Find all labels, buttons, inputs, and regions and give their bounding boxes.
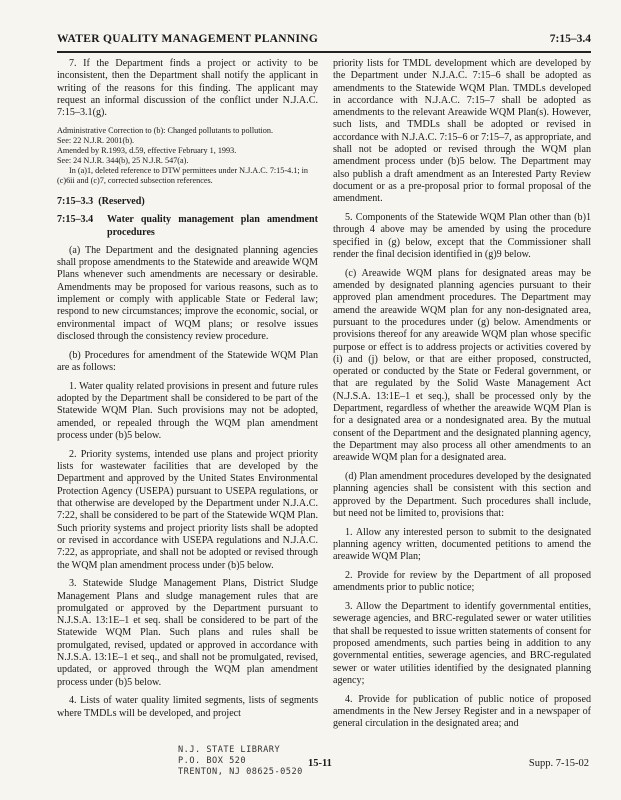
paragraph-b3: 3. Statewide Sludge Management Plans, District Sludge Management Plans and sludge management rules that are promulgated or approved by the Department pursuant to N.J.S.A. 13:1E–1 et seq. shall be considered to be part of the Statewide WQM Plan. Such plans and rules shall be promulgated, revised, updated or approved in accordance with N.J.S.A. 13:1E–1 et seq., and shall not be promulgated, revised, updated, or approved through the WQM plan amendment process under (b)5 below. — [57, 578, 318, 688]
right-column — [333, 58, 591, 737]
history-note: Amended by R.1993, d.59, effective February 1, 1993. — [57, 145, 237, 155]
paragraph-d1: 1. Allow any interested person to submit to the designated planning agency written, documented petitions to amend the areawide WQM Plan; — [333, 526, 591, 563]
stamp-line: P.O. BOX 520 — [178, 756, 247, 766]
history-note: See: 22 N.J.R. 2001(b). — [57, 135, 135, 145]
left-column — [57, 58, 318, 727]
section-number: 7:15–3.4 — [57, 214, 94, 226]
section-title: Water quality management plan amendment procedures — [107, 214, 318, 238]
history-note: In (a)1, deleted reference to DTW permittees under N.J.A.C. 7:15-4.1; in (c)6ii and (c)7, corrected subsection references. — [57, 165, 309, 185]
header-section-number: 7:15–3.4 — [549, 33, 591, 45]
paragraph-7: 7. If the Department finds a project or activity to be inconsistent, then the Department shall notify the applicant in writing of the reasons for this finding. The applicant may request an informal discussion of the conflict under N.J.A.C. 7:15–3.1(g). — [57, 58, 318, 119]
paragraph-d3: 3. Allow the Department to identify governmental entities, sewerage agencies, and BRC-regulated sewer or water utilities that shall be requested to issue written statements of consent for proposed amendments, such parties being in addition to any governmental entities, sewerage agencies, and BRC-regulated sewer or water utilities identified by the designated planning agency; — [333, 601, 591, 686]
stamp-line: N.J. STATE LIBRARY — [178, 745, 281, 755]
subsection-d: (d) Plan amendment procedures developed by the designated planning agencies shall be consistent with this section and approved by the Department. Such procedures shall include, but need not be limited to, provisions that: — [333, 471, 591, 519]
running-header — [57, 31, 591, 53]
paragraph-b2: 2. Priority systems, intended use plans and project priority lists for wastewater facilities that are developed by the Department and approved by the United States Environmental Protection Agency (USEPA) pursuant to USEPA regulations, or that otherwise are developed by the Department under N.J.A.C. 7:22, shall be considered to be part of the Statewide WQM Plan. Such priority systems and project priority lists shall be adopted or revised in accordance with USEPA regulations and N.J.A.C. 7:22, as appropriate, and shall not be adopted or revised through the WQM plan amendment process under (b)5 below. — [57, 448, 318, 571]
stamp-line: TRENTON, NJ 08625-0520 — [178, 767, 303, 777]
supplement-date: Supp. 7-15-02 — [528, 758, 589, 769]
paragraph-b1: 1. Water quality related provisions in present and future rules adopted by the Department shall be considered to be part of the Statewide WQM Plan. Such provisions may not be adopted, amended, or repealed through the WQM plan amendment process under (b)5 below. — [57, 380, 318, 442]
library-stamp — [178, 745, 303, 778]
paragraph-d4: 4. Provide for publication of public notice of proposed amendments in the New Jersey Register and in a newspaper of general circulation in the designated area; and — [333, 693, 591, 730]
subsection-b: (b) Procedures for amendment of the Statewide WQM Plan are as follows: — [57, 349, 318, 374]
header-title: WATER QUALITY MANAGEMENT PLANNING — [57, 33, 319, 45]
history-note: Administrative Correction to (b): Changed pollutants to pollution. — [57, 125, 274, 135]
subsection-a: (a) The Department and the designated planning agencies shall propose amendments to the Statewide and areawide WQM Plans whenever such amendments are necessary or desirable. Amendments may be proposed for various reasons, such as to implement or comply with applicable State or Federal law; respond to new circumstances; improve the economic, social, or environmental impact of WQM plans; or resolve issues disclosed through the consistency review procedure. — [57, 244, 318, 342]
paragraph-d2: 2. Provide for review by the Department of all proposed amendments prior to public notice; — [333, 570, 591, 594]
section-title: (Reserved) — [98, 195, 145, 207]
page-footer — [0, 745, 621, 795]
section-heading-3-4 — [57, 214, 318, 239]
paragraph-b4-continued: priority lists for TMDL development which are developed by the Department under N.J.A.C. 7:15–6 shall be adopted as amendments to the Statewide WQM Plan. TMDLs developed in accordance with N.J.A.C. 7:15–7 shall be adopted as amendments to the relevant Areawide WQM Plan(s). However, such lists, and TMDLs shall be adopted or revised in accordance with N.J.A.C. 7:15–6 or 7:15–7, as appropriate, and shall not be adopted or revised through the WQM plan amendment process under (b)5 below. The Department may also publish a draft amendment as an Interested Party Review document or as a pre-proposal prior to formal proposal of the amendment. — [333, 58, 591, 205]
subsection-c: (c) Areawide WQM plans for designated areas may be amended by designated planning agencies pursuant to their approved plan amendment procedures. The Department may amend the areawide WQM plan for any non-designated area, pursuant to the procedures under (g) below. Amendments or provisions thereof for any areawide WQM plan whose specific purpose or effect is to address projects or activities covered by (i) and (j) below, or that are either proposed, constructed, operated or conducted by the State or Federal government, or that are regulated by the Solid Waste Management Act (N.J.S.A. 13:1E–1 et seq.), shall be processed only by the Department, regardless of whether the areawide WQM Plan is for a designated area or a nondesignated area. By the mutual consent of the Department and the designated planning agency, the Department may also process all other amendments to an areawide WQM plan for a designated area. — [333, 267, 591, 464]
paragraph-b4: 4. Lists of water quality limited segments, lists of segments where TMDLs will be developed, and project — [57, 695, 318, 719]
page-number: 15-11 — [308, 758, 332, 769]
history-note: See: 24 N.J.R. 344(b), 25 N.J.R. 547(a). — [57, 155, 189, 165]
section-number: 7:15–3.3 — [57, 195, 94, 207]
section-heading-3-3 — [57, 196, 318, 208]
paragraph-b5: 5. Components of the Statewide WQM Plan other than (b)1 through 4 above may be amended by using the procedure specified in (g) below, except that the Commissioner shall render the final decision identified in (g)9 below. — [333, 212, 591, 260]
